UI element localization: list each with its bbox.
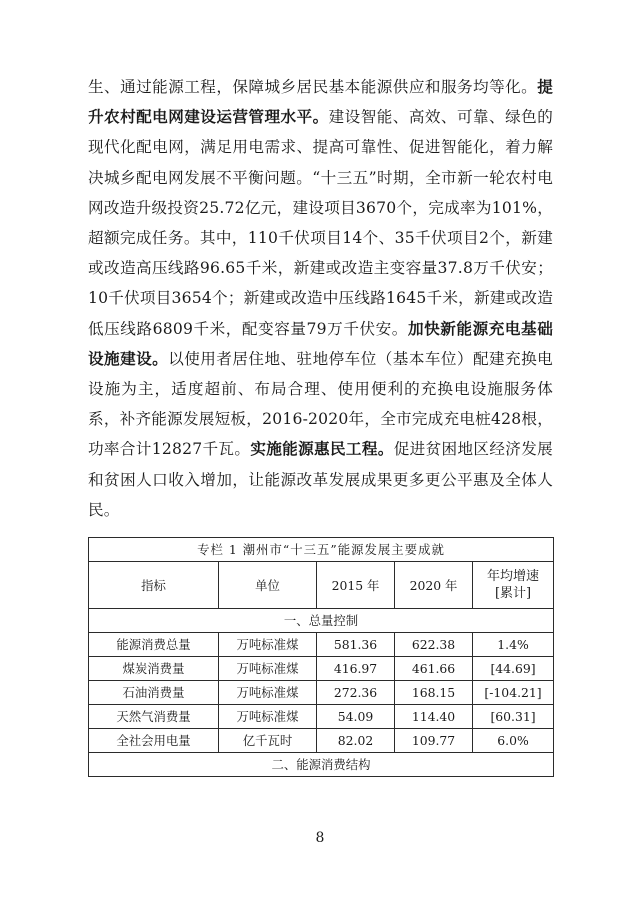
header-growth-rate-line1: 年均增速 [487, 569, 540, 585]
row-growth-rate: [60.31] [473, 705, 554, 729]
row-value-2015: 272.36 [317, 681, 395, 705]
table-row [89, 681, 554, 705]
row-unit: 万吨标准煤 [219, 633, 317, 657]
header-unit: 单位 [219, 562, 317, 609]
row-value-2020: 622.38 [395, 633, 473, 657]
table-title: 专栏 1 潮州市“十三五”能源发展主要成就 [89, 538, 554, 562]
row-name: 能源消费总量 [89, 633, 219, 657]
row-unit: 万吨标准煤 [219, 705, 317, 729]
table-row [89, 705, 554, 729]
header-2015: 2015 年 [317, 562, 395, 609]
statistics-table-wrapper [88, 537, 553, 777]
row-value-2015: 581.36 [317, 633, 395, 657]
row-name: 天然气消费量 [89, 705, 219, 729]
row-value-2020: 114.40 [395, 705, 473, 729]
text-segment-6: 促进贫困地区经济发展和贫困人口收入增加，让能源改革发展成果更多更公平惠及全体人民。 [88, 440, 553, 519]
text-segment-5: 实施能源惠民工程。 [250, 439, 394, 459]
table-section-row [89, 753, 554, 777]
header-growth-rate [473, 562, 554, 609]
text-segment-4: 以使用者居住地、驻地停车位（基本车位）配建充换电设施为主，适度超前、布局合理、使用便利的充换电设施服务体系，补齐能源发展短板，2016-2020年，全市完成充电桩428根，功率合计12827千瓦。 [88, 349, 553, 459]
row-value-2020: 109.77 [395, 729, 473, 753]
row-value-2020: 461.66 [395, 657, 473, 681]
row-value-2015: 416.97 [317, 657, 395, 681]
page-content [88, 72, 553, 777]
row-value-2020: 168.15 [395, 681, 473, 705]
header-2020: 2020 年 [395, 562, 473, 609]
row-unit: 万吨标准煤 [219, 657, 317, 681]
table-row [89, 633, 554, 657]
section-label-total-control: 一、总量控制 [89, 609, 554, 633]
table-header-row [89, 562, 554, 609]
row-name: 石油消费量 [89, 681, 219, 705]
row-name: 全社会用电量 [89, 729, 219, 753]
header-growth-rate-line2: [累计] [494, 586, 532, 602]
text-segment-1: 提升农村配电网建设运营管理水平。 [88, 77, 553, 127]
row-unit: 万吨标准煤 [219, 681, 317, 705]
table-title-row [89, 538, 554, 562]
row-unit: 亿千瓦时 [219, 729, 317, 753]
body-paragraph [88, 72, 553, 525]
table-section-row [89, 609, 554, 633]
text-segment-3: 加快新能源充电基础设施建设。 [88, 318, 553, 368]
statistics-table [88, 537, 554, 777]
row-growth-rate: [-104.21] [473, 681, 554, 705]
section-label-consumption-structure: 二、能源消费结构 [89, 753, 554, 777]
row-growth-rate: 1.4% [473, 633, 554, 657]
row-value-2015: 54.09 [317, 705, 395, 729]
page-number: 8 [315, 830, 325, 846]
row-name: 煤炭消费量 [89, 657, 219, 681]
text-segment-0: 生、通过能源工程，保障城乡居民基本能源供应和服务均等化。 [88, 78, 538, 96]
header-indicator: 指标 [89, 562, 219, 609]
table-row [89, 657, 554, 681]
row-value-2015: 82.02 [317, 729, 395, 753]
row-growth-rate: 6.0% [473, 729, 554, 753]
row-growth-rate: [44.69] [473, 657, 554, 681]
text-segment-2: 建设智能、高效、可靠、绿色的现代化配电网，满足用电需求、提高可靠性、促进智能化，着力解决城乡配电网发展不平衡问题。“十三五”时期，全市新一轮农村电网改造升级投资25.72亿元，建设项目3670个，完成率为101%，超额完成任务。其中，110千伏项目14个、35千伏项目2个，新建或改造高压线路96.65千米，新建或改造主变容量37.8万千伏安；10千伏项目3654个；新建或改造中压线路1645千米，新建或改造低压线路6809千米，配变容量79万千伏安。 [88, 108, 553, 338]
table-row [89, 729, 554, 753]
